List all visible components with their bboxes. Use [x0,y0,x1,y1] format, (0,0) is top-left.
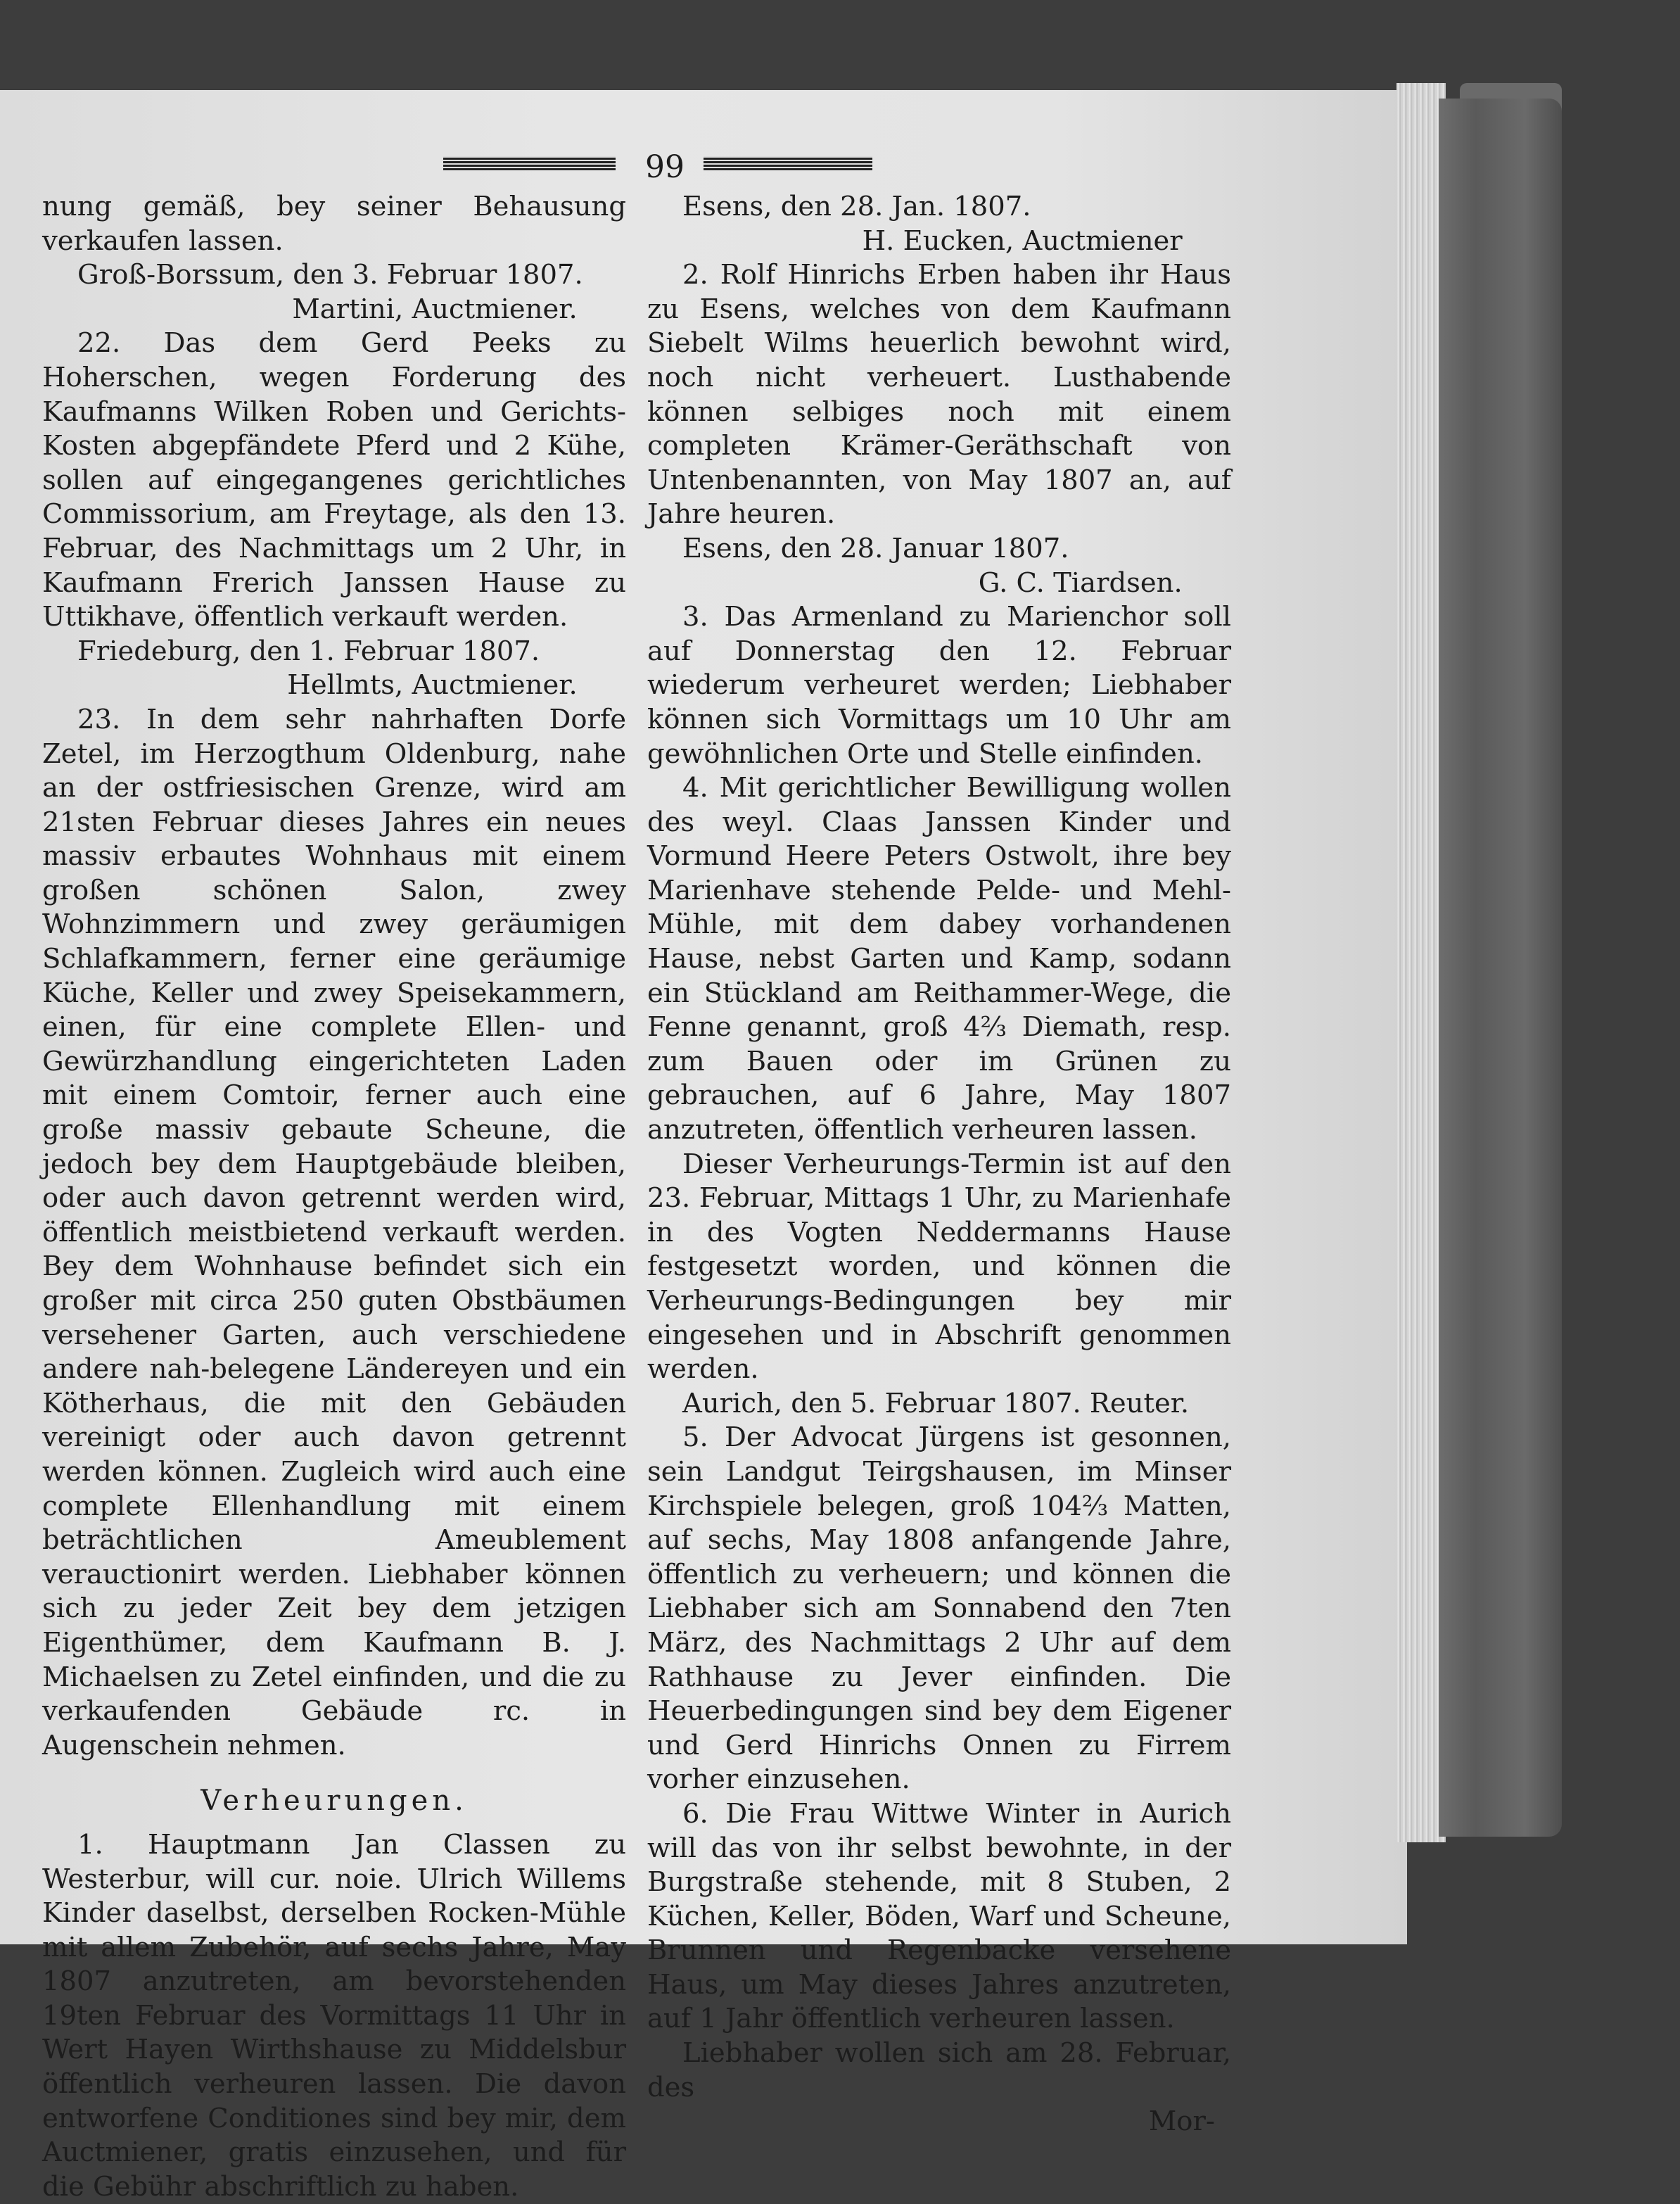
paragraph: 5. Der Advocat Jürgens ist gesonnen, sein Landgut Teirgshausen, im Minser Kirchspiele belegen, groß 104⅔ Matten, auf sechs, May 1808 anfangende Jahre, öffentlich zu verheuern; und können die Liebhaber sich am Sonnabend den 7ten März, des Nachmittags 2 Uhr auf dem Rathhause zu Jever einfinden. Die Heuerbedingungen sind bey dem Eigener und Gerd Hinrichs Onnen zu Firrem vorher einzusehen. [647,1421,1231,1796]
page-number: 99 [645,149,685,185]
paragraph: nung gemäß, bey seiner Behausung verkaufen lassen. [42,191,626,257]
right-column [647,190,1231,2139]
paragraph: 23. In dem sehr nahrhaften Dorfe Zetel, im Herzogthum Oldenburg, nahe an der ostfriesischen Grenze, wird am 21sten Februar dieses Jahres ein neues massiv erbautes Wohnhaus mit einem großen schönen Salon, zwey Wohnzimmern und zwey geräumigen Schlafkammern, ferner eine geräumige Küche, Keller und zwey Speisekammern, einen, für eine complete Ellen- und Gewürzhandlung eingerichteten Laden mit einem Comtoir, ferner auch eine große massiv gebaute Scheune, die jedoch bey dem Hauptgebäude bleiben, oder auch davon getrennt werden wird, öffentlich meistbietend verkauft werden. Bey dem Wohnhause befindet sich ein großer mit circa 250 guten Obstbäumen versehener Garten, auch verschiedene andere nah-belegene Ländereyen und ein Kötherhaus, die mit den Gebäuden vereinigt oder auch davon getrennt werden können. Zugleich wird auch eine complete Ellenhandlung mit einem beträchtlichen Ameublement verauctionirt werden. Liebhaber können sich zu jeder Zeit bey dem jetzigen Eigenthümer, dem Kaufmann B. J. Michaelsen zu Zetel einfinden, und die zu verkaufenden Gebäude rc. in Augenschein nehmen. [42,703,626,1761]
paragraph: 6. Die Frau Wittwe Winter in Aurich will das von ihr selbst bewohnte, in der Burgstraße stehende, mit 8 Stuben, 2 Küchen, Keller, Böden, Warf und Scheune, Brunnen und Regenbacke versehene Haus, um May dieses Jahres anzutreten, auf 1 Jahr öffentlich verheuren lassen. [647,1797,1231,2035]
dateline: Groß-Borssum, den 3. Februar 1807. [77,259,583,291]
dateline: Friedeburg, den 1. Februar 1807. [77,635,540,667]
paragraph: 2. Rolf Hinrichs Erben haben ihr Haus zu Esens, welches von dem Kaufmann Siebelt Wilms heuerlich bewohnt wird, noch nicht verheuert. Lusthabende können selbiges noch mit einem completen Krämer-Geräthschaft von Untenbenannten, von May 1807 an, auf Jahre heuren. [647,259,1231,531]
left-column [42,190,626,2204]
paragraph: 1. Hauptmann Jan Classen zu Westerbur, will cur. noie. Ulrich Willems Kinder daselbst, derselben Rocken-Mühle mit allem Zubehör, auf sechs Jahre, May 1807 anzutreten, am bevorstehenden 19ten Februar des Vormittags 11 Uhr in Wert Hayen Wirthshause zu Middelsbur öffentlich verheuren lassen. Die davon entworfene Conditiones sind bey mir, dem Auctmiener, gratis einzusehen, und für die Gebühr abschriftlich zu haben. [42,1828,626,2203]
catchword: Mor- [1148,2105,1215,2138]
dateline: Esens, den 28. Jan. 1807. [682,191,1031,222]
paragraph: 3. Das Armenland zu Marienchor soll auf Donnerstag den 12. Februar wiederum verheuret werden; Liebhaber können sich Vormittags um 10 Uhr am gewöhnlichen Orte und Stelle einfinden. [647,601,1231,770]
dateline: Aurich, den 5. Februar 1807. Reuter. [682,1387,1190,1419]
header-rule-left [443,156,616,170]
paragraph: Liebhaber wollen sich am 28. Februar, des [647,2037,1231,2103]
signature-line: G. C. Tiardsen. [978,566,1183,599]
header-rule-right [704,156,872,170]
signature-line: H. Eucken, Auctmiener [862,224,1183,257]
signature-line: Hellmts, Auctmiener. [287,669,578,702]
dateline: Esens, den 28. Januar 1807. [682,532,1069,564]
paragraph: 22. Das dem Gerd Peeks zu Hoherschen, wegen Forderung des Kaufmanns Wilken Roben und Gerichts-Kosten abgepfändete Pferd und 2 Kühe, sollen auf eingegangenes gerichtliches Commissorium, am Freytage, als den 13. Februar, des Nachmittags um 2 Uhr, in Kaufmann Frerich Janssen Hause zu Uttikhave, öffentlich verkauft werden. [42,327,626,633]
signature-line: Martini, Auctmiener. [292,293,578,325]
book-cover [1439,99,1562,1837]
paragraph: 4. Mit gerichtlicher Bewilligung wollen des weyl. Claas Janssen Kinder und Vormund Heere Peters Ostwolt, ihre bey Marienhave stehende Pelde- und Mehl-Mühle, mit dem dabey vorhandenen Hause, nebst Garten und Kamp, sodann ein Stückland am Reithammer-Wege, die Fenne genannt, groß 4⅔ Diemath, resp. zum Bauen oder im Grünen zu gebrauchen, auf 6 Jahre, May 1807 anzutreten, öffentlich verheuren lassen. [647,772,1231,1146]
section-heading: Verheurungen. [201,1785,468,1818]
paragraph: Dieser Verheurungs-Termin ist auf den 23. Februar, Mittags 1 Uhr, zu Marienhafe in des Vogten Neddermanns Hause festgesetzt worden, und können die Verheurungs-Bedingungen bey mir eingesehen und in Abschrift genommen werden. [647,1148,1231,1386]
